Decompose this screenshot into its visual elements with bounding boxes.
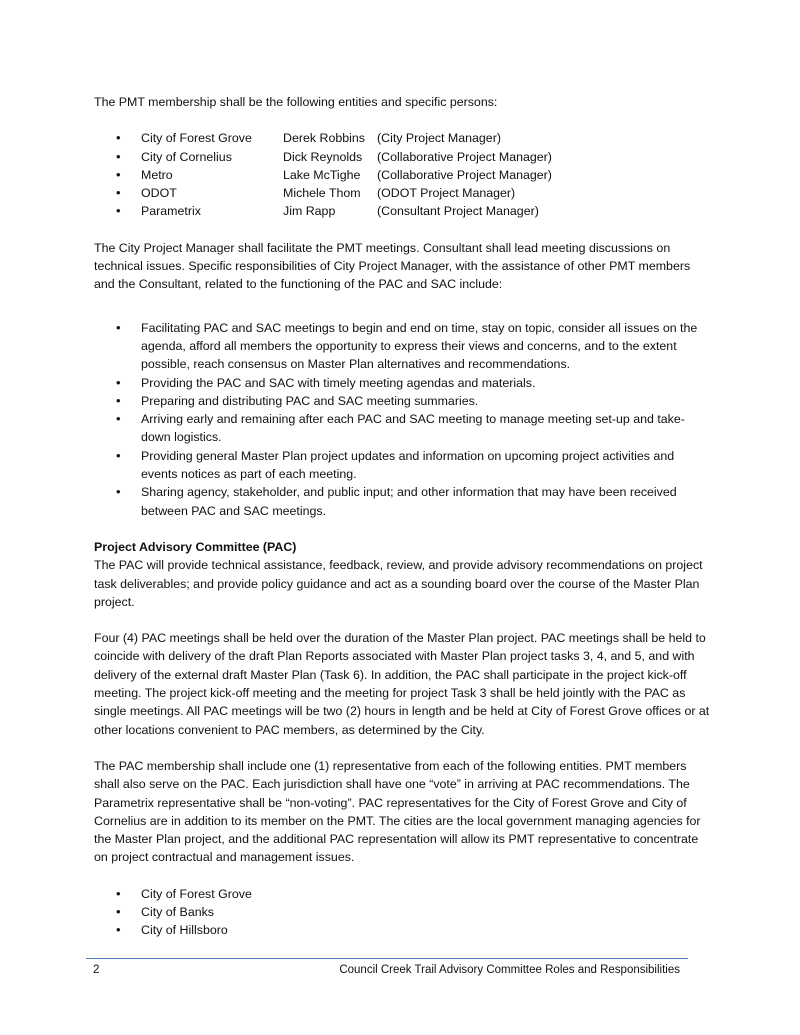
page-number: 2 xyxy=(93,964,100,976)
member-person: Michele Thom xyxy=(283,186,361,201)
member-entity: • City of Forest Grove xyxy=(141,131,252,146)
pac-heading: Project Advisory Committee (PAC) xyxy=(94,539,297,554)
pmt-member xyxy=(94,129,714,147)
pmt-intro: The PMT membership shall be the following entities and specific persons: xyxy=(94,95,498,109)
responsibility-list xyxy=(94,319,714,520)
footer-title: Council Creek Trail Advisory Committee Roles and Responsibilities xyxy=(339,964,680,976)
member-role: (Collaborative Project Manager) xyxy=(377,149,552,164)
pmt-member xyxy=(94,202,714,220)
responsibility-item: • Preparing and distributing PAC and SAC meeting summaries. xyxy=(94,392,714,410)
pmt-member xyxy=(94,148,714,166)
pac-paragraph-2: Four (4) PAC meetings shall be held over the duration of the Master Plan project. PAC meetings shall be held to coincide with delivery of the draft Plan Reports associated with Master Plan project tasks 3, 4, and 5, and with delivery of the external draft Master Plan (Task 6). In addition, the PAC shall participate in the project kick-off meeting. The project kick-off meeting and the meeting for project Task 3 shall be held jointly with the PAC as single meetings. All PAC meetings will be two (2) hours in length and be held at City of Forest Grove offices or at other locations convenient to PAC members, as determined by the City. xyxy=(94,631,710,737)
responsibility-item: • Providing general Master Plan project updates and information on upcoming project activities and events notices as part of each meeting. xyxy=(94,447,714,484)
responsibility-item: • Arriving early and remaining after each PAC and SAC meeting to manage meeting set-up and take-down logistics. xyxy=(94,410,714,447)
member-entity: • Metro xyxy=(141,167,173,182)
page-content xyxy=(94,93,714,958)
pac-entity: • City of Forest Grove xyxy=(94,885,714,903)
member-entity: • ODOT xyxy=(141,186,177,201)
pac-paragraph-3: The PAC membership shall include one (1) representative from each of the following entities. PMT members shall also serve on the PAC. Each jurisdiction shall have one “vote” in arriving at PAC recommendations. The Parametrix representative shall be “non-voting”. PAC representatives for the City of Forest Grove and City of Cornelius are in addition to its member on the PMT. The cities are the local government managing agencies for the Master Plan project, and the additional PAC representation will allow its PMT representative to concentrate on project contractual and management issues. xyxy=(94,758,701,865)
pac-paragraph-1: The PAC will provide technical assistance, feedback, review, and provide advisory recommendations on project task deliverables; and provide policy guidance and act as a sounding board over the course of the Master Plan project. xyxy=(94,558,703,609)
pmt-member xyxy=(94,184,714,202)
member-person: Dick Reynolds xyxy=(283,149,363,164)
responsibility-item: • Sharing agency, stakeholder, and public input; and other information that may have been received between PAC and SAC meetings. xyxy=(94,483,714,520)
pac-entity: • City of Banks xyxy=(94,903,714,921)
footer-divider xyxy=(86,958,688,959)
member-role: (Collaborative Project Manager) xyxy=(377,167,552,182)
pmt-paragraph: The City Project Manager shall facilitate the PMT meetings. Consultant shall lead meeting discussions on technical issues. Specific responsibilities of City Project Manager, with the assistance of other PMT members and the Consultant, related to the functioning of the PAC and SAC include: xyxy=(94,240,691,292)
member-entity: • Parametrix xyxy=(141,204,201,219)
responsibility-item: • Facilitating PAC and SAC meetings to begin and end on time, stay on topic, consider all issues on the agenda, afford all members the opportunity to express their views and concerns, and to the extent possible, reach consensus on Master Plan alternatives and recommendations. xyxy=(94,319,714,374)
pac-entity: • City of Hillsboro xyxy=(94,921,714,939)
member-person: Jim Rapp xyxy=(283,204,336,219)
member-entity: • City of Cornelius xyxy=(141,149,232,164)
member-person: Lake McTighe xyxy=(283,167,361,182)
member-role: (City Project Manager) xyxy=(377,131,501,146)
pac-entity-list xyxy=(94,885,714,940)
member-person: Derek Robbins xyxy=(283,131,365,146)
member-role: (Consultant Project Manager) xyxy=(377,204,539,219)
responsibility-item: • Providing the PAC and SAC with timely meeting agendas and materials. xyxy=(94,374,714,392)
member-role: (ODOT Project Manager) xyxy=(377,186,516,201)
pmt-member xyxy=(94,166,714,184)
pmt-member-list xyxy=(94,129,714,220)
